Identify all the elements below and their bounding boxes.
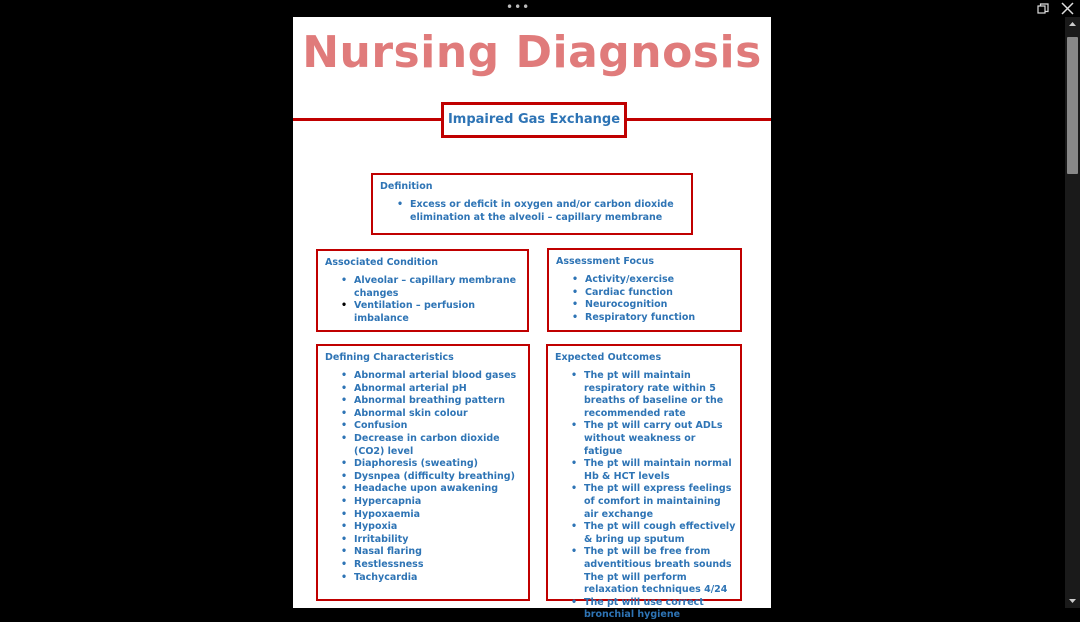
list-item: • Decrease in carbon dioxide (CO2) level xyxy=(341,432,500,457)
list-item: • Alveolar – capillary membrane changes xyxy=(341,275,517,299)
expected-outcomes-box xyxy=(546,344,742,621)
list-item: • The pt will maintain respiratory rate within 5 breaths of baseline or the recommended rate xyxy=(571,370,724,419)
defining-characteristics-box xyxy=(316,344,530,601)
viewer-toolbar xyxy=(0,0,1080,17)
defining-characteristics-heading: Defining Characteristics xyxy=(325,352,454,363)
page-title: Nursing Diagnosis xyxy=(302,27,762,78)
list-item: • Irritability xyxy=(341,533,409,545)
list-item: • Diaphoresis (sweating) xyxy=(341,458,478,470)
defining-characteristics-list xyxy=(341,370,526,584)
list-item: • Abnormal skin colour xyxy=(341,407,468,419)
list-item: • Headache upon awakening xyxy=(341,483,499,495)
associated-condition-heading: Associated Condition xyxy=(325,257,438,268)
subtitle-box xyxy=(441,102,627,138)
list-item: • Dysnpea (difficulty breathing) xyxy=(341,470,515,482)
list-item: • The pt will maintain normal Hb & HCT levels xyxy=(571,458,732,482)
scroll-down-arrow-icon[interactable] xyxy=(1065,593,1080,608)
definition-box xyxy=(371,173,693,235)
list-item: • Abnormal arterial pH xyxy=(341,382,467,394)
restore-window-icon[interactable] xyxy=(1037,3,1049,15)
list-item: • Hypercapnia xyxy=(341,495,422,507)
subtitle: Impaired Gas Exchange xyxy=(447,112,621,127)
list-item: • Hypoxia xyxy=(341,521,398,533)
assessment-focus-heading: Assessment Focus xyxy=(556,256,655,267)
associated-condition-list xyxy=(341,275,524,325)
list-item: • Cardiac function xyxy=(572,286,673,298)
expected-outcomes-heading: Expected Outcomes xyxy=(555,352,662,363)
list-item: • The pt will cough effectively & bring up sputum xyxy=(571,521,736,545)
definition-heading: Definition xyxy=(380,181,433,192)
list-item: • Abnormal arterial blood gases xyxy=(341,370,517,381)
list-item: • Restlessness xyxy=(341,558,424,570)
list-item: • Confusion xyxy=(341,420,408,432)
close-icon[interactable] xyxy=(1061,2,1074,15)
list-item: • Abnormal breathing pattern xyxy=(341,395,505,407)
scroll-up-arrow-icon[interactable] xyxy=(1065,17,1080,32)
list-item: • Tachycardia xyxy=(341,571,418,583)
list-item: • The pt will express feelings of comfort in maintaining air exchange xyxy=(571,483,732,520)
assessment-focus-list xyxy=(572,274,735,324)
vertical-scrollbar[interactable] xyxy=(1065,17,1080,608)
list-item: • Respiratory function xyxy=(572,311,696,323)
list-item: • Activity/exercise xyxy=(572,274,675,285)
assessment-focus-box xyxy=(547,248,742,332)
expected-outcomes-list xyxy=(571,370,737,622)
list-item: • The pt will use correct bronchial hygiene xyxy=(571,596,704,621)
list-item: • Hypoxaemia xyxy=(341,508,421,520)
list-item: • Nasal flaring xyxy=(341,546,422,558)
definition-list xyxy=(397,199,688,224)
list-item: • The pt will carry out ADLs without weakness or fatigue xyxy=(571,420,723,457)
list-item: • Excess or deficit in oxygen and/or carbon dioxide elimination at the alveoli – capillary membrane xyxy=(397,199,674,223)
list-item: • The pt will be free from adventitious breath sounds The pt will perform relaxation techniques 4/24 xyxy=(571,546,732,596)
document-page xyxy=(293,17,771,621)
list-item: • Ventilation – perfusion imbalance xyxy=(341,300,475,324)
associated-condition-box xyxy=(316,249,529,332)
scrollbar-thumb[interactable] xyxy=(1067,37,1078,174)
list-item: • Neurocognition xyxy=(572,299,668,311)
menu-dots-icon[interactable]: ••• xyxy=(506,0,531,14)
